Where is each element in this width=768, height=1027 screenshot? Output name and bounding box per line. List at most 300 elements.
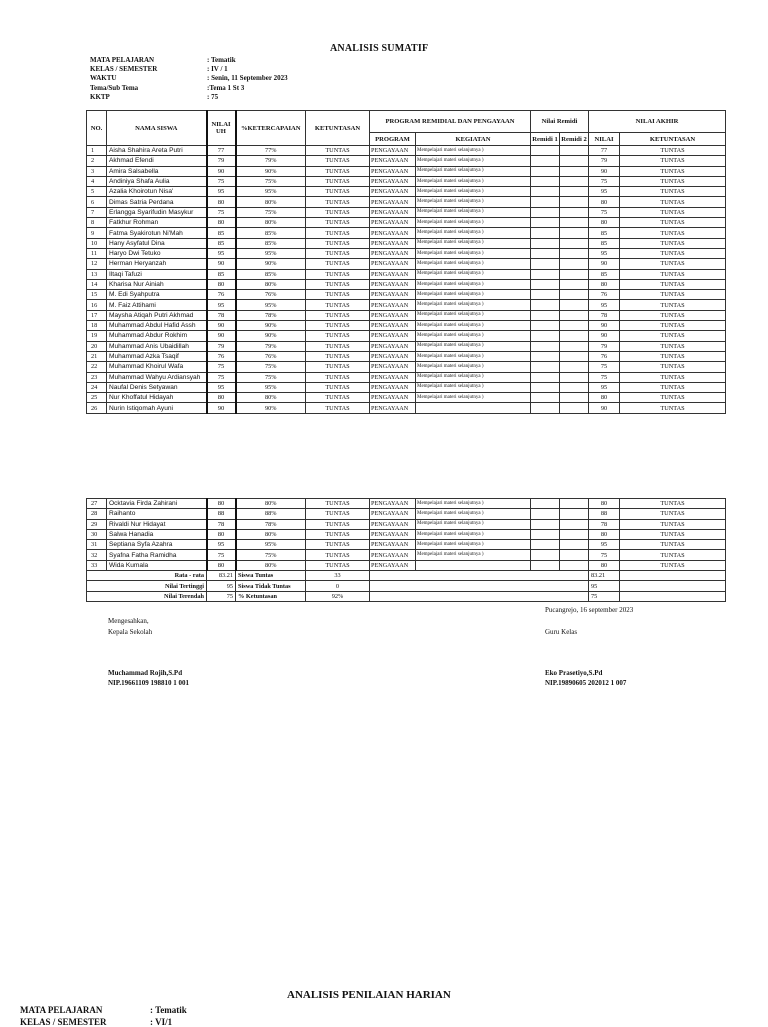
program-type: PENGAYAAN <box>370 382 416 392</box>
table-row <box>87 529 726 539</box>
ketuntasan-status: TUNTAS <box>306 228 370 238</box>
summary-stat-value: 33 <box>306 571 370 581</box>
student-name: Wida Kumala <box>107 560 207 570</box>
ketercapaian-percent: 77% <box>236 146 306 156</box>
row-number: 26 <box>87 403 107 413</box>
table-row <box>87 269 726 279</box>
ketuntasan-status: TUNTAS <box>306 176 370 186</box>
summary-akhir: 95 <box>589 581 620 591</box>
col-program: PROGRAM <box>370 133 416 146</box>
kegiatan-text: Mempelajari materi selanjutnya ) <box>416 290 531 300</box>
ketuntasan-akhir: TUNTAS <box>620 372 726 382</box>
program-type: PENGAYAAN <box>370 269 416 279</box>
ketuntasan-status: TUNTAS <box>306 403 370 413</box>
table-row <box>87 259 726 269</box>
student-name: Fatkhur Rohman <box>107 218 207 228</box>
remidi-1-value <box>531 403 560 413</box>
ketercapaian-percent: 80% <box>236 218 306 228</box>
remidi-1-value <box>531 529 560 539</box>
meta-value: : 75 <box>207 92 219 101</box>
remidi-1-value <box>531 499 560 509</box>
remidi-2-value <box>560 279 589 289</box>
remidi-2-value <box>560 207 589 217</box>
ketercapaian-percent: 90% <box>236 331 306 341</box>
nilai-akhir: 80 <box>589 499 620 509</box>
nilai-uh: 85 <box>207 228 236 238</box>
remidi-1-value <box>531 560 560 570</box>
nilai-uh: 77 <box>207 146 236 156</box>
nilai-akhir: 76 <box>589 290 620 300</box>
row-number: 13 <box>87 269 107 279</box>
remidi-2-value <box>560 499 589 509</box>
program-type: PENGAYAAN <box>370 279 416 289</box>
student-name: Haryo Dwi Tetuko <box>107 248 207 258</box>
student-name: Naufal Denis Setyawan <box>107 382 207 392</box>
col-no: NO. <box>87 111 107 146</box>
summary-empty-2 <box>620 581 726 591</box>
row-number: 12 <box>87 259 107 269</box>
student-name: M. Edi Syahputra <box>107 290 207 300</box>
kegiatan-text: Mempelajari materi selanjutnya ) <box>416 509 531 519</box>
next-meta-value-0: : Tematik <box>150 1005 187 1015</box>
ketercapaian-percent: 80% <box>236 529 306 539</box>
ketuntasan-akhir: TUNTAS <box>620 279 726 289</box>
ketercapaian-percent: 95% <box>236 248 306 258</box>
student-name: Hany Asyfatul Dina <box>107 238 207 248</box>
row-number: 5 <box>87 187 107 197</box>
nilai-akhir: 75 <box>589 207 620 217</box>
nilai-uh: 95 <box>207 300 236 310</box>
remidi-2-value <box>560 259 589 269</box>
remidi-2-value <box>560 529 589 539</box>
ketuntasan-status: TUNTAS <box>306 519 370 529</box>
row-number: 29 <box>87 519 107 529</box>
remidi-1-value <box>531 248 560 258</box>
ketercapaian-percent: 78% <box>236 519 306 529</box>
row-number: 23 <box>87 372 107 382</box>
kegiatan-text: Mempelajari materi selanjutnya ) <box>416 519 531 529</box>
nilai-akhir: 90 <box>589 321 620 331</box>
row-number: 17 <box>87 310 107 320</box>
summary-empty-2 <box>620 571 726 581</box>
ketercapaian-percent: 90% <box>236 259 306 269</box>
remidi-1-value <box>531 218 560 228</box>
ketuntasan-akhir: TUNTAS <box>620 300 726 310</box>
ketuntasan-status: TUNTAS <box>306 550 370 560</box>
kegiatan-text: Mempelajari materi selanjutnya ) <box>416 499 531 509</box>
nilai-uh: 75 <box>207 362 236 372</box>
ketuntasan-akhir: TUNTAS <box>620 529 726 539</box>
ketuntasan-status: TUNTAS <box>306 341 370 351</box>
teacher-name: Eko Prasetiyo,S.Pd <box>545 669 603 677</box>
row-number: 27 <box>87 499 107 509</box>
nilai-uh: 95 <box>207 187 236 197</box>
row-number: 28 <box>87 509 107 519</box>
ketuntasan-status: TUNTAS <box>306 499 370 509</box>
table-row <box>87 156 726 166</box>
nilai-uh: 80 <box>207 560 236 570</box>
nilai-uh: 95 <box>207 248 236 258</box>
ketercapaian-percent: 90% <box>236 403 306 413</box>
nilai-uh: 80 <box>207 197 236 207</box>
ketuntasan-status: TUNTAS <box>306 269 370 279</box>
remidi-2-value <box>560 351 589 361</box>
student-name: Iltaqi Tafuzi <box>107 269 207 279</box>
table-row <box>87 499 726 509</box>
principal-name: Muchammad Rojih,S.Pd <box>108 669 183 677</box>
meta-label: Tema/Sub Tema <box>90 83 139 92</box>
remidi-2-value <box>560 218 589 228</box>
ketuntasan-akhir: TUNTAS <box>620 403 726 413</box>
kegiatan-text: Mempelajari materi selanjutnya ) <box>416 146 531 156</box>
ketuntasan-status: TUNTAS <box>306 218 370 228</box>
student-name: Fatma Syakirotun Ni'Mah <box>107 228 207 238</box>
nilai-uh: 90 <box>207 166 236 176</box>
nilai-uh: 80 <box>207 393 236 403</box>
nilai-akhir: 77 <box>589 146 620 156</box>
ketuntasan-status: TUNTAS <box>306 238 370 248</box>
row-number: 14 <box>87 279 107 289</box>
ketuntasan-status: TUNTAS <box>306 146 370 156</box>
summary-empty-2 <box>620 591 726 601</box>
nilai-akhir: 80 <box>589 393 620 403</box>
ketercapaian-percent: 76% <box>236 290 306 300</box>
table-row <box>87 540 726 550</box>
student-name: Maysha Atiqah Putri Akhmad <box>107 310 207 320</box>
ketercapaian-percent: 80% <box>236 279 306 289</box>
ketercapaian-percent: 80% <box>236 499 306 509</box>
student-name: Nurin Istiqomah Ayuni <box>107 403 207 413</box>
next-page-title: ANALISIS PENILAIAN HARIAN <box>287 989 451 1001</box>
nilai-akhir: 85 <box>589 269 620 279</box>
ketuntasan-status: TUNTAS <box>306 382 370 392</box>
nilai-uh: 78 <box>207 519 236 529</box>
row-number: 16 <box>87 300 107 310</box>
ketuntasan-akhir: TUNTAS <box>620 351 726 361</box>
ketuntasan-status: TUNTAS <box>306 187 370 197</box>
meta-value: :Tema 1 St 3 <box>207 83 245 92</box>
student-name: M. Faiz Attihami <box>107 300 207 310</box>
ketuntasan-akhir: TUNTAS <box>620 362 726 372</box>
program-type: PENGAYAAN <box>370 331 416 341</box>
nilai-akhir: 95 <box>589 540 620 550</box>
summary-stat-value: 0 <box>306 581 370 591</box>
document-title: ANALISIS SUMATIF <box>330 43 429 54</box>
remidi-1-value <box>531 509 560 519</box>
nilai-uh: 95 <box>207 540 236 550</box>
remidi-1-value <box>531 228 560 238</box>
ketuntasan-status: TUNTAS <box>306 560 370 570</box>
kegiatan-text: Mempelajari materi selanjutnya ) <box>416 269 531 279</box>
row-number: 3 <box>87 166 107 176</box>
remidi-1-value <box>531 382 560 392</box>
program-type: PENGAYAAN <box>370 509 416 519</box>
remidi-2-value <box>560 403 589 413</box>
table-row <box>87 228 726 238</box>
summary-akhir: 75 <box>589 591 620 601</box>
table-row <box>87 351 726 361</box>
ketuntasan-akhir: TUNTAS <box>620 540 726 550</box>
table-row <box>87 550 726 560</box>
remidi-1-value <box>531 197 560 207</box>
student-name: Akhmad Efendi <box>107 156 207 166</box>
remidi-2-value <box>560 331 589 341</box>
student-name: Erlangga Syarifudin Masykur <box>107 207 207 217</box>
table-row <box>87 341 726 351</box>
program-type: PENGAYAAN <box>370 362 416 372</box>
nilai-uh: 85 <box>207 269 236 279</box>
ketuntasan-status: TUNTAS <box>306 372 370 382</box>
student-name: Syafna Fatha Ramidha <box>107 550 207 560</box>
program-type: PENGAYAAN <box>370 403 416 413</box>
nilai-uh: 90 <box>207 321 236 331</box>
ketercapaian-percent: 79% <box>236 341 306 351</box>
row-number: 7 <box>87 207 107 217</box>
ketercapaian-percent: 78% <box>236 310 306 320</box>
student-name: Salwa Hanadia <box>107 529 207 539</box>
kegiatan-text <box>416 403 531 413</box>
ketercapaian-percent: 75% <box>236 372 306 382</box>
remidi-1-value <box>531 146 560 156</box>
nilai-akhir: 76 <box>589 351 620 361</box>
row-number: 1 <box>87 146 107 156</box>
ketercapaian-percent: 75% <box>236 176 306 186</box>
ketuntasan-status: TUNTAS <box>306 259 370 269</box>
ketercapaian-percent: 95% <box>236 300 306 310</box>
row-number: 25 <box>87 393 107 403</box>
ketercapaian-percent: 75% <box>236 207 306 217</box>
kegiatan-text: Mempelajari materi selanjutnya ) <box>416 310 531 320</box>
ketuntasan-status: TUNTAS <box>306 540 370 550</box>
row-number: 6 <box>87 197 107 207</box>
ketercapaian-percent: 79% <box>236 156 306 166</box>
remidi-1-value <box>531 341 560 351</box>
ketuntasan-akhir: TUNTAS <box>620 499 726 509</box>
ketuntasan-akhir: TUNTAS <box>620 560 726 570</box>
student-name: Kharisa Nur Ainiah <box>107 279 207 289</box>
summary-stat-label: % Ketuntasan <box>236 591 306 601</box>
col-remidi-1: Remidi 1 <box>531 133 560 146</box>
student-name: Amira Salsabella <box>107 166 207 176</box>
ketuntasan-status: TUNTAS <box>306 166 370 176</box>
student-name: Nur Khoffatul Hidayah <box>107 393 207 403</box>
row-number: 20 <box>87 341 107 351</box>
row-number: 4 <box>87 176 107 186</box>
nilai-uh: 80 <box>207 499 236 509</box>
summary-row <box>87 581 726 591</box>
meta-value: : Senin, 11 September 2023 <box>207 74 288 83</box>
nilai-akhir: 85 <box>589 238 620 248</box>
nilai-akhir: 80 <box>589 218 620 228</box>
principal-nip: NIP.19661109 198810 1 001 <box>108 679 190 687</box>
ketuntasan-status: TUNTAS <box>306 351 370 361</box>
meta-label: WAKTU <box>90 74 117 83</box>
program-type: PENGAYAAN <box>370 166 416 176</box>
ketuntasan-status: TUNTAS <box>306 321 370 331</box>
remidi-2-value <box>560 550 589 560</box>
table-row <box>87 238 726 248</box>
program-type: PENGAYAAN <box>370 207 416 217</box>
summary-empty <box>370 581 589 591</box>
student-name: Septiana Syfa Azahra <box>107 540 207 550</box>
nilai-uh: 95 <box>207 382 236 392</box>
summary-label: Rata - rata <box>87 571 207 581</box>
teacher-title: Guru Kelas <box>545 628 578 636</box>
student-name: Muhammad Wahyu Ardiansyah <box>107 372 207 382</box>
kegiatan-text: Mempelajari materi selanjutnya ) <box>416 341 531 351</box>
row-number: 30 <box>87 529 107 539</box>
remidi-2-value <box>560 540 589 550</box>
nilai-akhir: 80 <box>589 560 620 570</box>
remidi-1-value <box>531 550 560 560</box>
summary-row <box>87 591 726 601</box>
col-remidi-2: Remidi 2 <box>560 133 589 146</box>
table-row <box>87 197 726 207</box>
nilai-uh: 80 <box>207 218 236 228</box>
program-type: PENGAYAAN <box>370 540 416 550</box>
ketuntasan-akhir: TUNTAS <box>620 341 726 351</box>
kegiatan-text: Mempelajari materi selanjutnya ) <box>416 207 531 217</box>
ketercapaian-percent: 85% <box>236 228 306 238</box>
remidi-1-value <box>531 238 560 248</box>
ketuntasan-akhir: TUNTAS <box>620 331 726 341</box>
nilai-akhir: 95 <box>589 248 620 258</box>
nilai-akhir: 78 <box>589 519 620 529</box>
nilai-uh: 76 <box>207 351 236 361</box>
ketercapaian-percent: 90% <box>236 321 306 331</box>
remidi-2-value <box>560 321 589 331</box>
remidi-1-value <box>531 393 560 403</box>
meta-value: : IV / 1 <box>207 65 228 74</box>
col-ketuntasan-akhir: KETUNTASAN <box>620 133 726 146</box>
ketuntasan-akhir: TUNTAS <box>620 259 726 269</box>
table-row <box>87 382 726 392</box>
row-number: 22 <box>87 362 107 372</box>
remidi-1-value <box>531 321 560 331</box>
ketuntasan-akhir: TUNTAS <box>620 146 726 156</box>
ketuntasan-akhir: TUNTAS <box>620 382 726 392</box>
summary-label: Nilai Tertinggi <box>87 581 207 591</box>
kegiatan-text: Mempelajari materi selanjutnya ) <box>416 238 531 248</box>
nilai-akhir: 75 <box>589 550 620 560</box>
kegiatan-text: Mempelajari materi selanjutnya ) <box>416 351 531 361</box>
remidi-1-value <box>531 279 560 289</box>
program-type: PENGAYAAN <box>370 341 416 351</box>
remidi-1-value <box>531 290 560 300</box>
nilai-uh: 75 <box>207 207 236 217</box>
meta-value: : Tematik <box>207 56 236 64</box>
meta-label: KKTP <box>90 92 110 101</box>
remidi-2-value <box>560 300 589 310</box>
next-meta-value-1: : VI/1 <box>150 1017 173 1027</box>
kegiatan-text: Mempelajari materi selanjutnya ) <box>416 187 531 197</box>
remidi-2-value <box>560 290 589 300</box>
nilai-uh: 80 <box>207 279 236 289</box>
kegiatan-text: Mempelajari materi selanjutnya ) <box>416 228 531 238</box>
table-row <box>87 166 726 176</box>
table-row <box>87 509 726 519</box>
ketuntasan-akhir: TUNTAS <box>620 509 726 519</box>
remidi-1-value <box>531 372 560 382</box>
kegiatan-text: Mempelajari materi selanjutnya ) <box>416 321 531 331</box>
nilai-akhir: 75 <box>589 372 620 382</box>
remidi-2-value <box>560 310 589 320</box>
remidi-2-value <box>560 187 589 197</box>
table-row <box>87 519 726 529</box>
ketuntasan-akhir: TUNTAS <box>620 321 726 331</box>
table-row <box>87 362 726 372</box>
table-row <box>87 218 726 228</box>
row-number: 19 <box>87 331 107 341</box>
nilai-uh: 90 <box>207 259 236 269</box>
kegiatan-text: Mempelajari materi selanjutnya ) <box>416 176 531 186</box>
ketuntasan-akhir: TUNTAS <box>620 166 726 176</box>
table-row <box>87 248 726 258</box>
principal-title: Kepala Sekolah <box>108 628 153 636</box>
remidi-1-value <box>531 166 560 176</box>
student-name: Azalia Khoirotun Nisa' <box>107 187 207 197</box>
program-type: PENGAYAAN <box>370 259 416 269</box>
ketercapaian-percent: 85% <box>236 238 306 248</box>
meta-label: KELAS / SEMESTER <box>90 65 158 74</box>
nilai-akhir: 95 <box>589 300 620 310</box>
remidi-1-value <box>531 310 560 320</box>
row-number: 10 <box>87 238 107 248</box>
ketuntasan-status: TUNTAS <box>306 197 370 207</box>
col-group-nilai-akhir: NILAI AKHIR <box>589 111 726 133</box>
col-nama-siswa: NAMA SISWA <box>107 111 207 146</box>
remidi-1-value <box>531 351 560 361</box>
col-ketercapaian: %KETERCAPAIAN <box>236 111 306 146</box>
kegiatan-text: Mempelajari materi selanjutnya ) <box>416 540 531 550</box>
ketercapaian-percent: 95% <box>236 187 306 197</box>
nilai-akhir: 79 <box>589 341 620 351</box>
kegiatan-text <box>416 560 531 570</box>
ketuntasan-status: TUNTAS <box>306 310 370 320</box>
program-type: PENGAYAAN <box>370 372 416 382</box>
remidi-2-value <box>560 248 589 258</box>
student-name: Ocktavia Firda Zahirani <box>107 499 207 509</box>
remidi-2-value <box>560 519 589 529</box>
row-number: 33 <box>87 560 107 570</box>
program-type: PENGAYAAN <box>370 300 416 310</box>
program-type: PENGAYAAN <box>370 197 416 207</box>
student-name: Muhammad Azka Tsaqif <box>107 351 207 361</box>
ketercapaian-percent: 80% <box>236 560 306 570</box>
kegiatan-text: Mempelajari materi selanjutnya ) <box>416 550 531 560</box>
student-name: Aisha Shahira Areta Putri <box>107 146 207 156</box>
col-group-program: PROGRAM REMIDIAL DAN PENGAYAAN <box>370 111 531 133</box>
kegiatan-text: Mempelajari materi selanjutnya ) <box>416 248 531 258</box>
kegiatan-text: Mempelajari materi selanjutnya ) <box>416 279 531 289</box>
ketuntasan-akhir: TUNTAS <box>620 238 726 248</box>
remidi-1-value <box>531 331 560 341</box>
ketuntasan-status: TUNTAS <box>306 290 370 300</box>
kegiatan-text: Mempelajari materi selanjutnya ) <box>416 382 531 392</box>
program-type: PENGAYAAN <box>370 146 416 156</box>
table-row <box>87 560 726 570</box>
summary-stat-label: Siswa Tuntas <box>236 571 306 581</box>
next-meta-label-1: KELAS / SEMESTER <box>20 1017 107 1027</box>
col-nilai: NILAI <box>589 133 620 146</box>
student-name: Herman Heryanzah <box>107 259 207 269</box>
remidi-2-value <box>560 176 589 186</box>
program-type: PENGAYAAN <box>370 499 416 509</box>
program-type: PENGAYAAN <box>370 310 416 320</box>
ketercapaian-percent: 75% <box>236 550 306 560</box>
summary-value: 75 <box>207 591 236 601</box>
nilai-akhir: 80 <box>589 197 620 207</box>
